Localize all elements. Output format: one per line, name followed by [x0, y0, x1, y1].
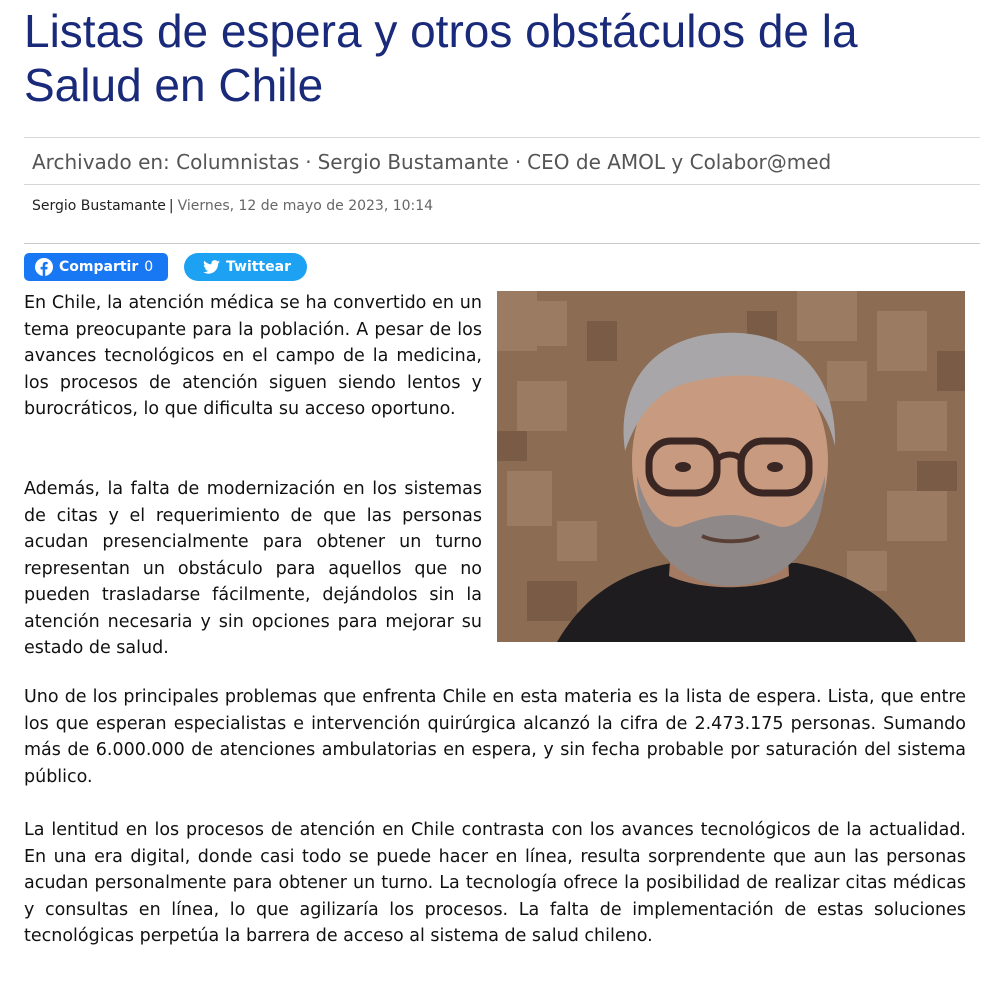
author-photo [497, 291, 965, 642]
twitter-share-button[interactable] [184, 253, 307, 281]
tag-link-columnistas[interactable]: Columnistas [176, 150, 300, 174]
article-paragraph: La lentitud en los procesos de atención en Chile contrasta con los avances tecnológicos de la actualidad. En una era digital, donde casi todo se puede hacer en línea, resulta sorprendente que aun las personas acudan personalmente para obtener un turno. La tecnología ofrece la posibilidad de realizar citas médicas y consultas en línea, lo que agilizaría los procesos. La falta de implementación de estas soluciones tecnológicas perpetúa la barrera de acceso al sistema de salud chileno. [24, 820, 966, 946]
article-paragraph: En Chile, la atención médica se ha convertido en un tema preocupante para la población. A pesar de los avances tecnológicos en el campo de la medicina, los procesos de atención siguen siendo lentos y burocráticos, lo que dificulta su acceso oportuno. [24, 293, 482, 419]
archived-prefix: Archivado en: [32, 150, 170, 174]
byline [32, 195, 433, 217]
divider [24, 184, 980, 185]
archived-in [32, 147, 831, 177]
byline-separator: | [168, 198, 174, 214]
twitter-bird-icon [203, 260, 220, 274]
facebook-share-count: 0 [144, 259, 154, 275]
tag-link-sergio-bustamante[interactable]: Sergio Bustamante [317, 150, 509, 174]
article-paragraph: Uno de los principales problemas que enfrenta Chile en esta materia es la lista de espera. Lista, que entre los que esperan especialistas e intervención quirúrgica alcanzó la cifra de 2.473.175 personas. Sumando más de 6.000.000 de atenciones ambulatorias en espera, y sin fecha probable por saturación del sistema público. [24, 687, 966, 787]
facebook-share-button[interactable] [24, 253, 168, 281]
divider [24, 243, 980, 244]
facebook-share-label: Compartir [59, 259, 139, 275]
tag-link-ceo-amol[interactable]: CEO de AMOL y Colabor@med [527, 150, 832, 174]
author-name[interactable]: Sergio Bustamante [32, 198, 166, 214]
article-paragraph: Además, la falta de modernización en los sistemas de citas y el requerimiento de que las personas acudan presencialmente para obtener un turno representan un obstáculo para aquellos que no pueden trasladarse fácilmente, dejándolos sin la atención necesaria y sin opciones para mejorar su estado de salud. [24, 479, 482, 658]
publish-date: Viernes, 12 de mayo de 2023, 10:14 [177, 198, 434, 214]
facebook-icon [35, 258, 53, 276]
tag-separator: · [514, 150, 522, 174]
tag-separator: · [305, 150, 312, 174]
twitter-share-label: Twittear [226, 259, 291, 275]
article-title: Listas de espera y otros obstáculos de la Salud en Chile [24, 5, 858, 111]
divider [24, 137, 980, 138]
